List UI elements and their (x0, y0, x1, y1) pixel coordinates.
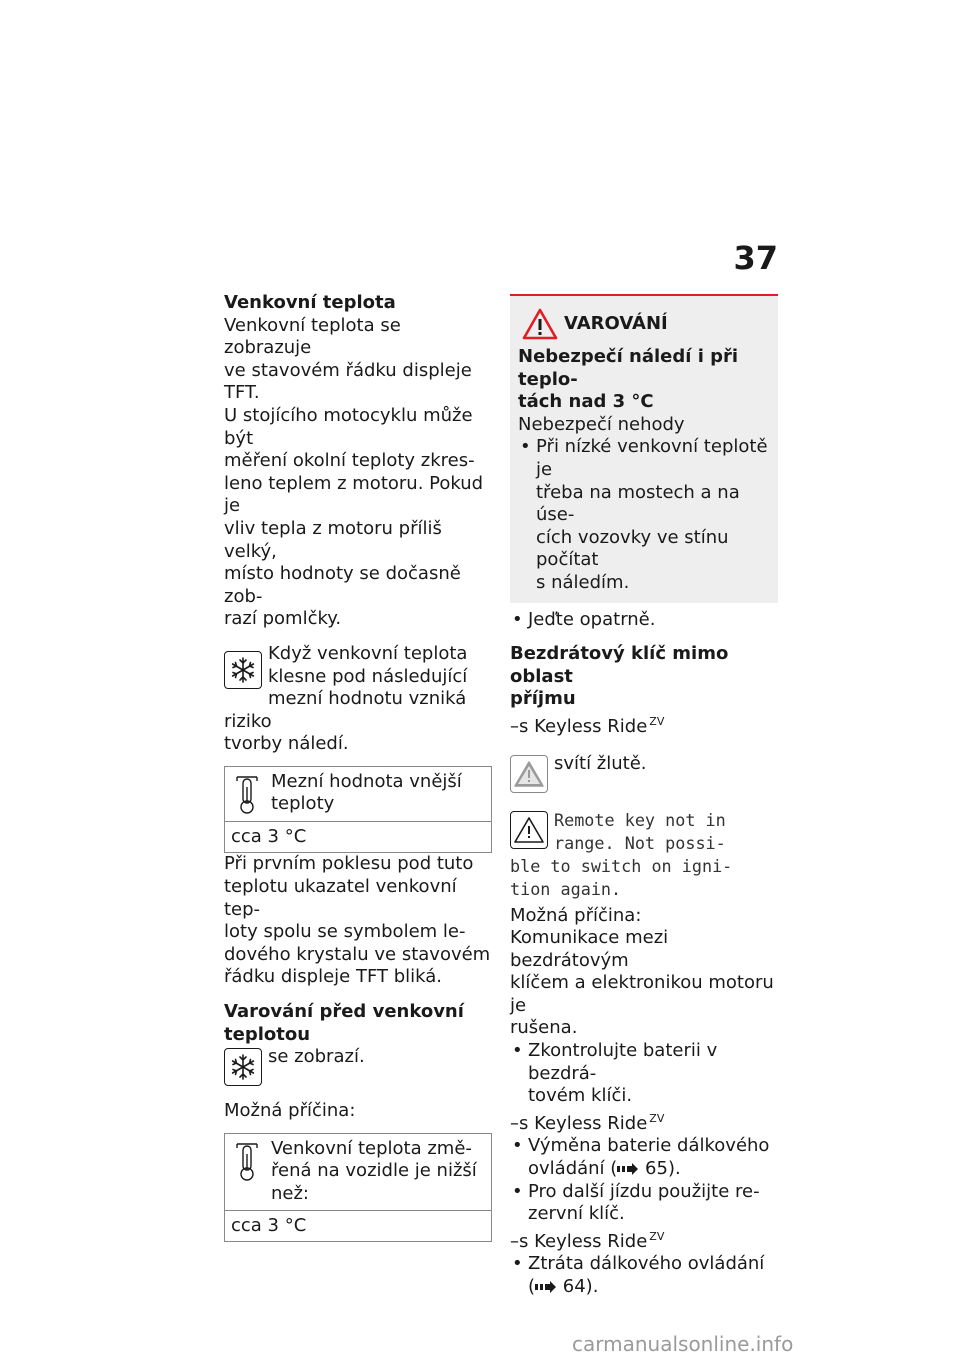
text-line: s náledím. (536, 571, 630, 593)
text-line: třeba na mostech a na úse- (536, 481, 740, 526)
text-line: měření okolní teploty zkres- (224, 450, 475, 472)
paragraph-cause: Možná příčina: (510, 904, 642, 926)
text-line: ve stavovém řádku displeje (224, 359, 472, 381)
snowflake-icon (224, 651, 262, 689)
warning-triangle-icon (522, 308, 558, 340)
text-line: U stojícího motocyklu může být (224, 404, 473, 449)
loss-list (510, 1253, 778, 1298)
text-line: Venkovní teplota změ- (271, 1137, 472, 1159)
page-number: 37 (733, 239, 778, 277)
text-line: –s Keyless Ride (510, 715, 648, 737)
text-line: ble to switch on igni- (510, 855, 733, 876)
replace-list (510, 1135, 778, 1225)
text-line: než: (271, 1183, 309, 1204)
snowflake-icon (224, 1048, 262, 1086)
thermometer-icon (231, 1140, 265, 1184)
cause-table-value: cca 3 °C (225, 1210, 492, 1242)
section-heading-temperature-warning (224, 1001, 492, 1046)
text-line: Při prvním poklesu pod tuto (224, 853, 474, 875)
keyless-ride-note (510, 1108, 778, 1136)
text-line: teplotou (224, 1023, 311, 1045)
text-line: TFT. (224, 382, 260, 404)
keyless-ride-note (510, 711, 778, 739)
text-line: Varování před venkovní (224, 1001, 464, 1023)
paragraph-display (224, 315, 492, 405)
text-line: ovládání ( (528, 1158, 618, 1180)
text-line: ( (528, 1276, 536, 1297)
text-line: klesne pod následující (268, 665, 468, 687)
text-line: dového krystalu ve stavovém (224, 943, 491, 965)
list-item (510, 1253, 778, 1298)
text-line: vliv tepla z motoru příliš velký, (224, 517, 442, 562)
page-reference[interactable]: 65). (645, 1158, 681, 1180)
paragraph-communication (510, 927, 778, 1040)
right-column (510, 294, 778, 1299)
paragraph-measurement (224, 405, 492, 631)
warning-text: Nebezpečí nehody (518, 413, 685, 435)
text-line: Nebezpečí náledí i při teplo- (518, 346, 739, 390)
section-heading-outside-temperature: Venkovní teplota (224, 292, 396, 313)
zv-superscript: ZV (649, 1111, 665, 1125)
text-line: příjmu (510, 688, 576, 710)
list-item (518, 436, 770, 594)
warning-heading (518, 346, 770, 414)
warning-triangle-grey-icon (510, 755, 548, 793)
yellow-light-line (510, 753, 778, 776)
warning-title: VAROVÁNÍ (564, 312, 668, 334)
paragraph-cause: Možná příčina: (224, 1100, 356, 1122)
text-line: tovém klíči. (528, 1085, 633, 1107)
display-message (510, 809, 778, 901)
warning-box (510, 294, 778, 603)
text-line: Při nízké venkovní teplotě je (536, 436, 768, 480)
text-line: Když venkovní teplota (268, 642, 468, 664)
text-line: Pro další jízdu použijte re- (528, 1180, 760, 1202)
warning-header (518, 308, 770, 340)
text-line: loty spolu se symbolem le- (224, 921, 466, 943)
cause-table-head (225, 1133, 492, 1210)
text-line: tvorby náledí. (224, 733, 349, 755)
text-line: teploty (271, 793, 335, 815)
list-item (510, 1135, 778, 1180)
text-line: Mezní hodnota vnější (271, 770, 462, 792)
check-list (510, 1040, 778, 1108)
text-line: místo hodnoty se dočasně zob- (224, 563, 461, 607)
page-reference-arrow-icon[interactable] (617, 1163, 639, 1175)
text-line: tách nad 3 °C (518, 391, 654, 413)
text-line: –s Keyless Ride (510, 1230, 648, 1252)
limit-table (224, 766, 492, 854)
paragraph-blink (224, 853, 492, 989)
text-line: rušena. (510, 1017, 578, 1039)
text-line: Remote key not in (554, 809, 726, 830)
text-line: tion again. (510, 878, 622, 899)
text-line: svítí žlutě. (554, 752, 647, 774)
text-line: se zobrazí. (268, 1046, 365, 1068)
limit-table-value: cca 3 °C (225, 821, 492, 853)
limit-table-head (225, 766, 492, 821)
watermark: carmanualsonline.info (572, 1332, 794, 1356)
text-line: –s Keyless Ride (510, 1112, 648, 1134)
warning-list (518, 436, 770, 594)
text-line: cích vozovky ve stínu počítat (536, 526, 729, 571)
paragraph-shown (224, 1046, 492, 1069)
text-line: klíčem a elektronikou motoru je (510, 972, 774, 1016)
zv-superscript: ZV (649, 1229, 665, 1243)
cause-table (224, 1133, 492, 1242)
page-reference-arrow-icon[interactable] (535, 1281, 557, 1293)
text-line: zervní klíč. (528, 1203, 625, 1225)
left-column (224, 292, 492, 1242)
text-line: Bezdrátový klíč mimo oblast (510, 643, 729, 687)
text-line: teplotu ukazatel venkovní tep- (224, 876, 457, 920)
list-item (510, 1040, 778, 1108)
text-line: Venkovní teplota se zobrazuje (224, 314, 401, 359)
text-line: řádku displeje TFT bliká. (224, 966, 442, 988)
text-line: Ztráta dálkového ovládání (528, 1253, 765, 1275)
page-reference[interactable]: 64). (562, 1276, 599, 1297)
text-line: razí pomlčky. (224, 608, 342, 630)
zv-superscript: ZV (649, 714, 665, 728)
text-line: Výměna baterie dálkového (528, 1135, 770, 1157)
section-heading-key-out-of-range (510, 643, 778, 711)
text-line: mezní hodnotu vzniká riziko (224, 688, 467, 732)
text-line: Komunikace mezi bezdrátovým (510, 927, 669, 971)
list-item: • Jeďte opatrně. (510, 609, 778, 632)
careful-list (510, 609, 778, 632)
text-line: range. Not possi- (554, 832, 726, 853)
list-item (510, 1181, 778, 1226)
text-line: leno teplem z motoru. Pokud je (224, 472, 484, 517)
keyless-ride-note (510, 1226, 778, 1254)
paragraph-ice-risk (224, 643, 492, 756)
text-line: řená na vozidle je nižší (271, 1160, 477, 1182)
warning-triangle-icon (510, 811, 548, 849)
thermometer-icon (231, 773, 265, 817)
text-line: Zkontrolujte baterii v bezdrá- (528, 1040, 718, 1084)
